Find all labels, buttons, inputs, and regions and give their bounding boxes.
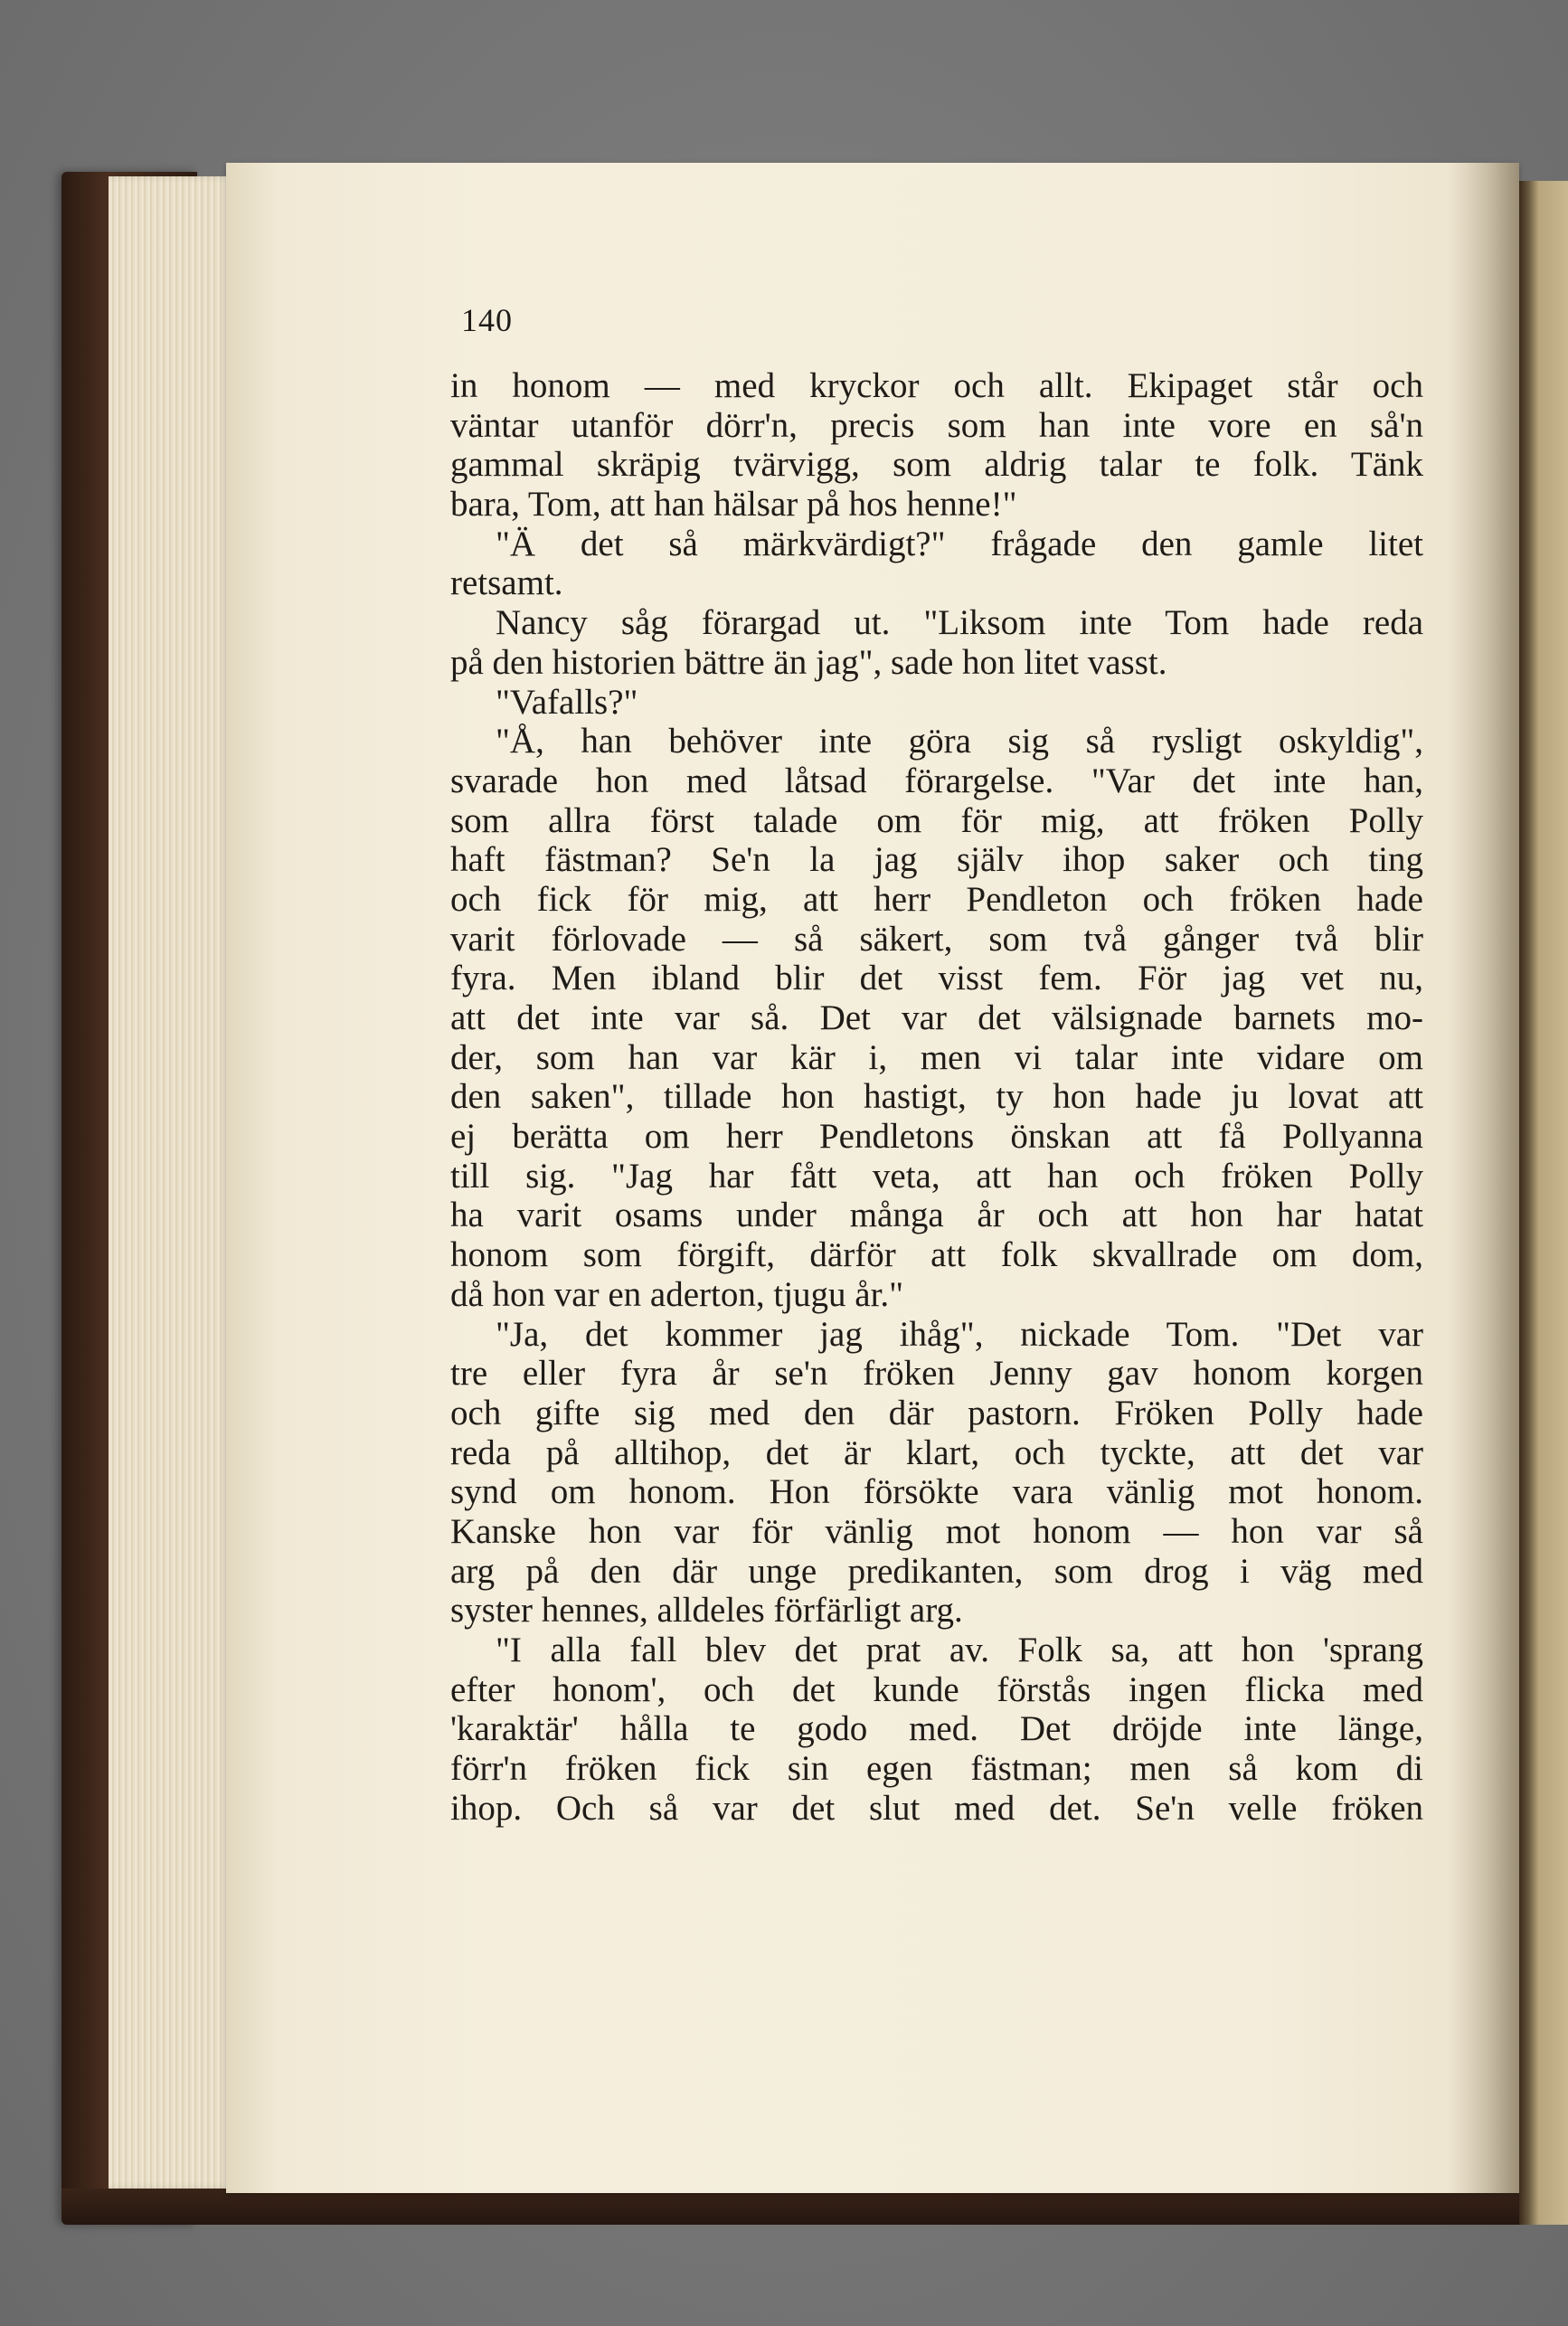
text-line: efter honom', och det kunde förstås ingen flicka med bbox=[450, 1669, 1423, 1709]
text-line: då hon var en aderton, tjugu år." bbox=[450, 1274, 904, 1314]
text-line: "I alla fall blev det prat av. Folk sa, att hon 'sprang bbox=[496, 1631, 1423, 1669]
text-line: gammal skräpig tvärvigg, som aldrig talar te folk. Tänk bbox=[450, 445, 1423, 485]
text-line: att det inte var så. Det var det välsignade barnets mo- bbox=[450, 998, 1423, 1037]
text-line: förr'n fröken fick sin egen fästman; men så kom di bbox=[450, 1749, 1423, 1789]
facing-page-edge bbox=[1519, 181, 1568, 2225]
text-line: den saken", tillade hon hastigt, ty hon hade ju lovat att bbox=[450, 1077, 1423, 1117]
text-line: tre eller fyra år se'n fröken Jenny gav honom korgen bbox=[450, 1354, 1423, 1394]
text-line: varit förlovade — så säkert, som två gånger två blir bbox=[450, 919, 1423, 959]
text-line: ha varit osams under många år och att hon har hatat bbox=[450, 1196, 1423, 1235]
text-line: der, som han var kär i, men vi talar inte vidare om bbox=[450, 1037, 1423, 1077]
text-line: väntar utanför dörr'n, precis som han inte vore en så'n bbox=[450, 405, 1423, 445]
page-number: 140 bbox=[461, 302, 513, 338]
text-line: som allra först talade om för mig, att fröken Polly bbox=[450, 800, 1423, 840]
text-line: syster hennes, alldeles förfärligt arg. bbox=[450, 1591, 963, 1631]
text-line: Nancy såg förargad ut. "Liksom inte Tom hade reda bbox=[496, 603, 1423, 643]
text-line: synd om honom. Hon försökte vara vänlig mot honom. bbox=[450, 1472, 1423, 1512]
text-line: Kanske hon var för vänlig mot honom — hon var så bbox=[450, 1511, 1423, 1551]
text-line: retsamt. bbox=[450, 563, 563, 603]
text-line: "Ja, det kommer jag ihåg", nickade Tom. "Det var bbox=[496, 1314, 1423, 1354]
text-line: 'karaktär' hålla te godo med. Det dröjde inte länge, bbox=[450, 1709, 1423, 1749]
text-line: ihop. Och så var det slut med det. Se'n velle fröken bbox=[450, 1788, 1423, 1828]
text-line: och fick för mig, att herr Pendleton och fröken hade bbox=[450, 879, 1423, 919]
text-line: honom som förgift, därför att folk skvallrade om dom, bbox=[450, 1235, 1423, 1275]
text-line: till sig. "Jag har fått veta, att han och fröken Polly bbox=[450, 1156, 1423, 1196]
text-line: ej berätta om herr Pendletons önskan att få Pollyanna bbox=[450, 1117, 1423, 1157]
page-text bbox=[450, 366, 1423, 1828]
gutter-shadow bbox=[1447, 163, 1519, 2193]
text-line: och gifte sig med den där pastorn. Fröken Polly hade bbox=[450, 1393, 1423, 1432]
text-line: "Vafalls?" bbox=[496, 682, 638, 722]
text-line: på den historien bättre än jag", sade hon litet vasst. bbox=[450, 642, 1167, 682]
book-cover-bottom bbox=[61, 2189, 1526, 2225]
text-line: svarade hon med låtsad förargelse. "Var det inte han, bbox=[450, 761, 1423, 800]
text-line: in honom — med kryckor och allt. Ekipaget står och bbox=[450, 366, 1423, 405]
text-line: reda på alltihop, det är klart, och tyckte, att det var bbox=[450, 1432, 1423, 1472]
text-line: bara, Tom, att han hälsar på hos henne!" bbox=[450, 485, 1017, 525]
text-line: haft fästman? Se'n la jag själv ihop saker och ting bbox=[450, 840, 1423, 880]
text-line: "Ä det så märkvärdigt?" frågade den gamle litet bbox=[496, 524, 1423, 563]
text-line: arg på den där unge predikanten, som drog i väg med bbox=[450, 1551, 1423, 1591]
text-line: fyra. Men ibland blir det visst fem. För jag vet nu, bbox=[450, 959, 1423, 998]
text-line: "Å, han behöver inte göra sig så rysligt oskyldig", bbox=[496, 722, 1423, 761]
page-edges bbox=[109, 176, 235, 2189]
